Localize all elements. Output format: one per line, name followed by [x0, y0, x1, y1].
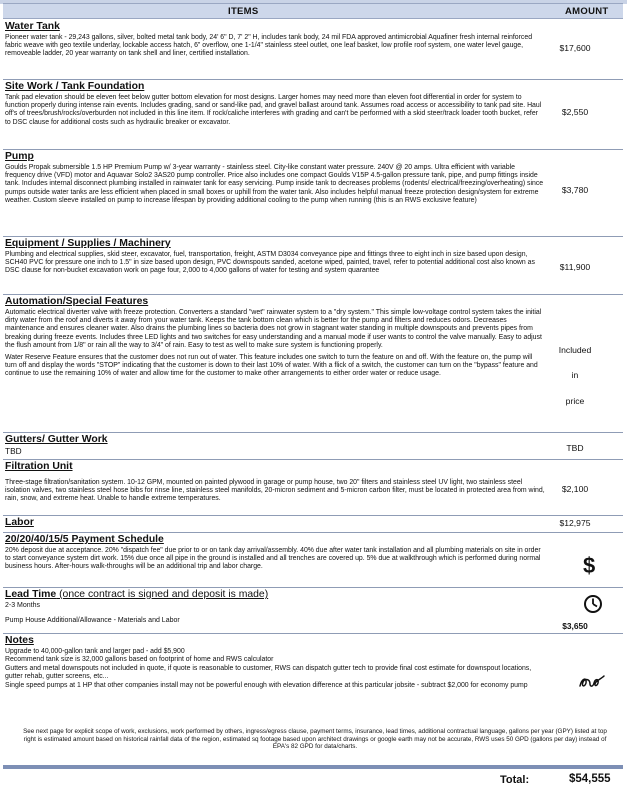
divider — [3, 587, 623, 588]
water-tank-description: Pioneer water tank - 29,243 gallons, silver, bolted metal tank body, 24' 6" D, 7' 2" H, includes tank body, 24 mil FDA approved antimicrobial Aquafiner fresh internal reinforced fabric weave with geo textile underlay, lockable access hatch, 6" overflow, one 1-1/4" stainless steel outlet, one leaf basket, low profile roof system, one water level gauge, removeable ladder, 20 year warranty on tank shell and liner, certified installation. — [5, 34, 533, 58]
divider — [3, 532, 623, 533]
note-item: Recommend tank size is 32,000 gallons based on footprint of home and RWS calculator — [5, 656, 274, 664]
clock-icon — [583, 594, 603, 619]
payment-schedule-title: 20/20/40/15/5 Payment Schedule — [5, 534, 164, 545]
total-value: $54,555 — [569, 773, 611, 785]
automation-description: Automatic electrical diverter valve with freeze protection. Converters a standard "wet" rainwater system to a "dry system." This simple low-voltage control system takes the initial dirty water from the roof and diverts it away from your water tank. Keeps the tank bottom clean which is better for the pump and filters and reduces odors. Decreases maintenance and ensures cleaner water. Also drains the plumbing lines so bacteria does not grow in stagnant water standing in multiple downspouts and prevents pipes from breaking during freeze events. Includes three LED lights and two switches for easy understanding and a manual mode if user wants to control the valve manually. Easy to adjust the flush amount from 1/8" or rain all the way to 3/4" of rain. Easy to test as well to make sure system is functioning properly. — [5, 309, 542, 349]
labor-section — [5, 517, 545, 529]
water-tank-amount: $17,600 — [559, 43, 591, 53]
pump-house-amount: $3,650 — [562, 621, 588, 631]
divider — [3, 515, 623, 516]
lead-time-title: Lead Time — [5, 589, 57, 600]
note-item: Upgrade to 40,000-gallon tank and larger pad - add $5,900 — [5, 648, 185, 655]
gutters-title: Gutters/ Gutter Work — [5, 434, 108, 445]
site-work-description: Tank pad elevation should be eleven feet below gutter bottom elevation for most designs. Larger homes may need more than eleven foot differential in order for system to function properly during intense rain events. Includes grading, sand or sand-like pad, and gravel ballast around tank. Assumes road access or accessibility to tank pad site. Haul off's of trees/brush/rocks/overburden not included in this line item. If rock/caliche interferes with grading and can't be performed with a skid steer/track loader tooth bucket, refer to DSC clause for additional costs such as hydraulic breaker or excavator. — [5, 94, 542, 126]
dollar-icon: $ — [583, 553, 596, 578]
divider — [3, 459, 623, 460]
pump-description: Goulds Propak submersible 1.5 HP Premium Pump w/ 3-year warranty - stainless steel. City-like constant water pressure. 240V @ 20 amps. Ultra efficient with variable frequency drive (VFD) motor and Aquavar Solo2 3AS20 pump controller. Price also includes one compact Goulds V15P 4.5-gallon pressure tank, pipe, and pump fittings inside tank. Includes internal disconnect plumbing installed in rainwater tank for easy servicing. Pump inside tank to decreases problems (rodents/ electrical/freezing/overheating) since pumps outside water tanks are less efficient when placed in small boxes or uphill from the water tank. Also includes helpful manual freeze protection design/system for extreme weather. Custom sleeve installed on pump to increase lifespan by providing additional cooling to the pump when running (this is an RWS exclusive feature) — [5, 164, 544, 204]
amount-column-header: AMOUNT — [565, 6, 609, 17]
automation-amount-line-2: in — [571, 370, 579, 380]
lead-time-value: 2-3 Months — [5, 602, 41, 609]
automation-title: Automation/Special Features — [5, 296, 149, 307]
pump-title: Pump — [5, 151, 34, 162]
site-work-title: Site Work / Tank Foundation — [5, 81, 145, 92]
gutters-section — [5, 434, 545, 456]
divider — [3, 432, 623, 433]
labor-amount: $12,975 — [559, 518, 591, 528]
water-reserve-description: Water Reserve Feature ensures that the customer does not run out of water. This feature includes one switch to turn the feature on and off. With the feature on, the pump will turn off and display the words "STOP" indicating that the customer is down to their last 10% of water. With a flick of a switch, the customer can turn on the "bypass" feature and continue to use the remaining 10% of water and allow time for the customer to make other arrangements to either order water or reduce usage. — [5, 354, 538, 378]
automation-amount-line-3: price — [565, 396, 585, 406]
equipment-amount: $11,900 — [559, 262, 591, 272]
divider — [3, 294, 623, 295]
water-tank-section — [5, 21, 545, 59]
notes-title: Notes — [5, 635, 34, 646]
divider — [3, 633, 623, 634]
pump-amount: $3,780 — [561, 185, 589, 195]
equipment-section — [5, 238, 545, 276]
filtration-title: Filtration Unit — [5, 461, 73, 472]
filtration-description: Three-stage filtration/sanitation system. 10-12 GPM, mounted on painted plywood in garage or pump house, two 20" filters and stainless steel UV light, two stainless steel isolation valves, two stainless steel hose bibs for rinse line, stainless steel manifolds, 20-micron sediment and 5-micron carbon filter, must be located in protected area from wind, rain, snow, and extreme heat. Unable to handle extreme temperatures. — [5, 479, 545, 503]
lead-time-title-suffix: (once contract is signed and deposit is made) — [56, 589, 269, 600]
site-work-amount: $2,550 — [561, 107, 589, 117]
note-item: Single speed pumps at 1 HP that other companies install may not be powerful enough with elevation difference at this particular jobsite - subtract $2,000 for economy pump — [5, 681, 528, 689]
note-item: Gutters and metal downspouts not included in quote, if quote is reasonable to customer, RWS can dispatch gutter tech to provide final cost estimate for downspout locations, gutter rehab, gutter screens, etc... — [5, 664, 532, 681]
divider — [3, 149, 623, 150]
water-tank-title: Water Tank — [5, 21, 60, 32]
pump-house-label: Pump House Additional/Allowance - Materials and Labor — [5, 617, 180, 624]
bottom-bar — [3, 765, 623, 769]
filtration-amount: $2,100 — [561, 484, 589, 494]
divider — [3, 236, 623, 237]
lead-time-section — [5, 589, 545, 625]
items-column-header: ITEMS — [228, 6, 259, 17]
total-label: Total: — [500, 774, 530, 786]
notes-section — [5, 635, 545, 690]
table-header — [3, 3, 623, 19]
gutters-value: TBD — [5, 446, 22, 456]
payment-schedule-section — [5, 534, 545, 572]
pump-section — [5, 151, 545, 205]
equipment-description: Plumbing and electrical supplies, skid steer, excavator, fuel, transportation, freight, ASTM D3034 conveyance pipe and fittings three to eight inch in size based upon design, SCH40 PVC for pressure one inch to 1.5" in size based upon design, PVC downspouts sanded, acetone wiped, painted, travel, refer to potential additional cost also known as DSC clause for non-bucket excavation work on page four, 2,000 to 4,000 gallons of water for testing and system quarantee — [5, 251, 535, 275]
filtration-section — [5, 461, 545, 504]
automation-amount-line-1: Included — [558, 345, 592, 355]
equipment-title: Equipment / Supplies / Machinery — [5, 238, 171, 249]
signature-icon — [578, 674, 606, 695]
footnote: See next page for explicit scope of work, exclusions, work performed by others, ingress/egress clause, payment terms, insurance, lead times, additional contractual language, gallons per year (GPY) listed at top right is estimated amount based on historical rainfall data of the region, estimated sq footage based upon architect drawings or google earth may not be accurate, RWS uses 50 GPD (gallons per day) instead of EPA's 82 GPD for data/charts. — [23, 728, 607, 751]
site-work-section — [5, 81, 545, 127]
labor-title: Labor — [5, 517, 34, 528]
payment-schedule-description: 20% deposit due at acceptance. 20% "dispatch fee" due prior to or on tank day arrival/assembly. 40% due after water tank installation and all plumbing materials on site in order to start conveyance system dirt work. 15% due once all pipe in the ground is installed and all trenches are covered up. 5% due at walkthrough which is performed during normal business hours. After-hours walk-throughs will be an additional trip and labor charge. — [5, 547, 541, 571]
divider — [3, 79, 623, 80]
automation-section — [5, 296, 545, 379]
gutters-amount: TBD — [566, 443, 584, 453]
